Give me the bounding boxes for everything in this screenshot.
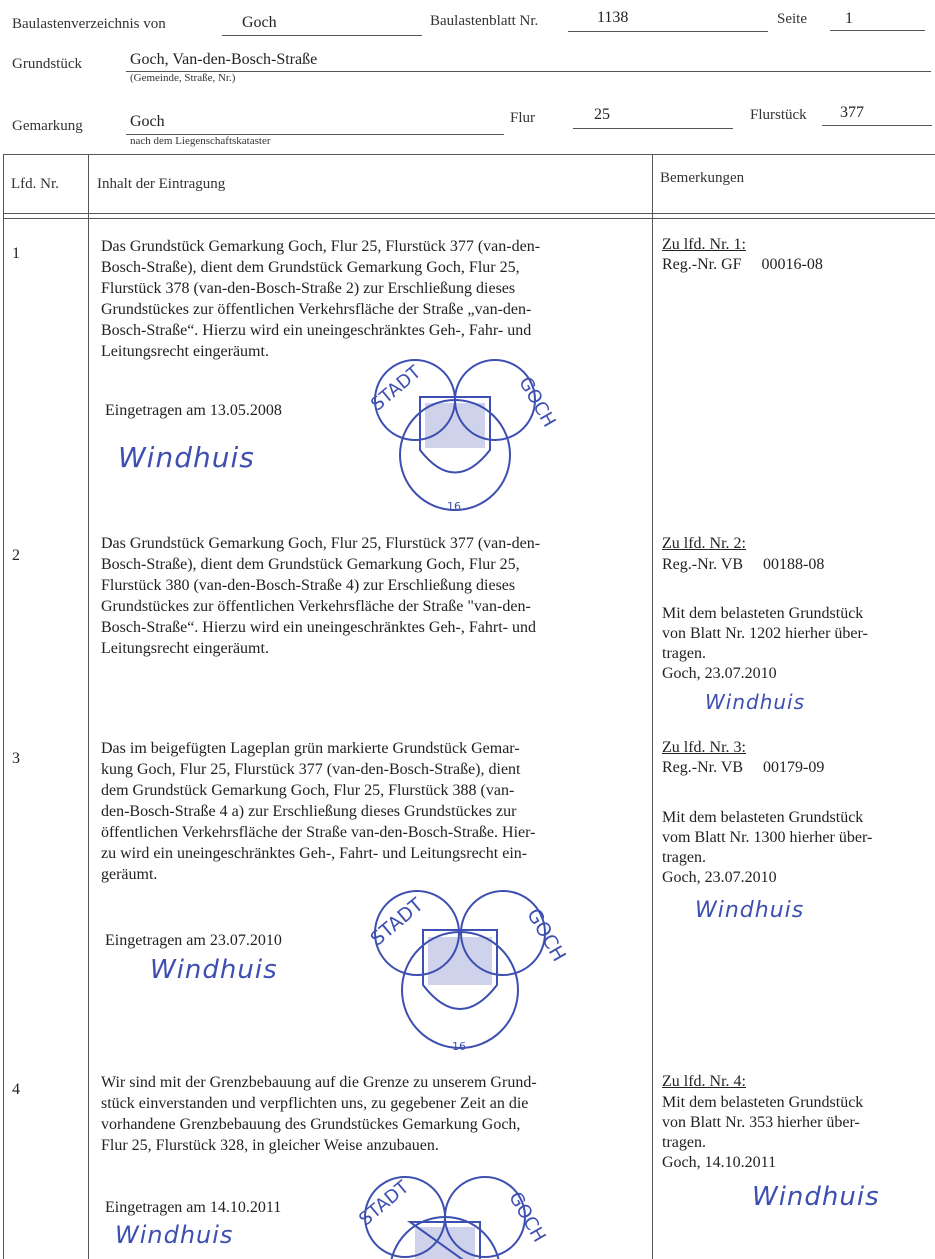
text-line: Das im beigefügten Lageplan grün markierte Grundstück Gemar-: [101, 740, 520, 757]
field-value: 25: [594, 106, 610, 123]
text-line: Bosch-Straße), dient dem Grundstück Gemarkung Goch, Flur 25,: [101, 556, 520, 573]
svg-text:GOCH: GOCH: [522, 904, 570, 966]
remark-line: tragen.: [662, 849, 706, 866]
district-label: Gemarkung: [12, 118, 83, 134]
sheet-value: 1138: [597, 9, 629, 26]
entry-2-remark-reg: Reg.-Nr. VB 00188-08: [662, 556, 825, 573]
city-seal-icon: [355, 885, 570, 1055]
text-line: Leitungsrecht eingeräumt.: [101, 343, 269, 360]
text-line: Leitungsrecht eingeräumt.: [101, 640, 269, 657]
city-seal-icon: [345, 1172, 550, 1259]
entry-4-text: [101, 1072, 656, 1156]
district-value: Goch: [130, 113, 165, 130]
entry-4-nr: 4: [12, 1081, 20, 1098]
plot-label: Grundstück: [12, 56, 82, 72]
text-line: zu wird ein uneingeschränktes Geh-, Fahrt- und Leitungsrecht ein-: [101, 845, 528, 862]
entry-1-nr: 1: [12, 245, 20, 262]
entry-4-signature: Windhuis: [115, 1221, 234, 1249]
text-line: Grundstückes zur öffentlichen Verkehrsfläche der Straße "van-den-: [101, 598, 531, 615]
text-line: kung Goch, Flur 25, Flurstück 377 (van-den-Bosch-Straße), dient: [101, 761, 521, 778]
text-line: Flur 25, Flurstück 328, in gleicher Weise anzubauen.: [101, 1137, 439, 1154]
entry-3-text: [101, 738, 656, 885]
svg-text:STADT: STADT: [355, 1176, 414, 1231]
entry-4-registered: Eingetragen am 14.10.2011: [105, 1199, 282, 1216]
sheet-label: Baulastenblatt Nr.: [430, 13, 539, 29]
entry-1-remark-reg: Reg.-Nr. GF 00016-08: [662, 256, 823, 273]
text-line: Grundstückes zur öffentlichen Verkehrsfläche der Straße „van-den-: [101, 301, 532, 318]
svg-text:16: 16: [452, 1040, 466, 1053]
parcel-label: Flurstück: [750, 107, 807, 123]
entry-1-signature: Windhuis: [118, 441, 255, 474]
entry-4-remark-text: [662, 1093, 932, 1173]
remark-line: Goch, 23.07.2010: [662, 665, 777, 682]
plot-hint: (Gemeinde, Straße, Nr.): [130, 72, 236, 84]
entry-3-remark-ref: Zu lfd. Nr. 3:: [662, 739, 746, 756]
remark-line: tragen.: [662, 1134, 706, 1151]
register-value: Goch: [242, 14, 277, 31]
field-label: Flur: [510, 110, 536, 126]
remark-line: tragen.: [662, 645, 706, 662]
page-label: Seite: [777, 11, 807, 27]
text-line: Bosch-Straße“. Hierzu wird ein uneingeschränktes Geh-, Fahr- und: [101, 322, 532, 339]
entry-2-nr: 2: [12, 547, 20, 564]
svg-text:GOCH: GOCH: [504, 1188, 550, 1246]
city-seal-icon: [355, 355, 560, 515]
remark-line: von Blatt Nr. 1202 hierher über-: [662, 625, 868, 642]
entry-4-remark-signature: Windhuis: [752, 1182, 880, 1212]
text-line: geräumt.: [101, 866, 158, 883]
text-line: Wir sind mit der Grenzbebauung auf die Grenze zu unserem Grund-: [101, 1074, 537, 1091]
text-line: Das Grundstück Gemarkung Goch, Flur 25, Flurstück 377 (van-den-: [101, 238, 541, 255]
entry-2-remark-text: [662, 604, 932, 684]
parcel-value: 377: [840, 104, 864, 121]
text-line: den-Bosch-Straße 4 a) zur Erschließung dieses Grundstückes zur: [101, 803, 517, 820]
svg-text:STADT: STADT: [366, 893, 428, 951]
register-label: Baulastenverzeichnis von: [12, 16, 166, 32]
remark-line: Goch, 23.07.2010: [662, 869, 777, 886]
entry-3-remark-text: [662, 808, 932, 888]
text-line: Bosch-Straße“. Hierzu wird ein uneingeschränktes Geh-, Fahrt- und: [101, 619, 536, 636]
text-line: Flurstück 380 (van-den-Bosch-Straße 4) zur Erschließung dieses: [101, 577, 516, 594]
svg-text:STADT: STADT: [367, 361, 426, 416]
entry-2-text: [101, 533, 656, 659]
text-line: öffentlichen Verkehrsfläche der Straße van-den-Bosch-Straße. Hier-: [101, 824, 536, 841]
entry-3-remark-reg: Reg.-Nr. VB 00179-09: [662, 759, 825, 776]
col-remarks-header: Bemerkungen: [660, 170, 745, 186]
text-line: Das Grundstück Gemarkung Goch, Flur 25, Flurstück 377 (van-den-: [101, 535, 541, 552]
entry-3-registered: Eingetragen am 23.07.2010: [105, 932, 282, 949]
svg-text:GOCH: GOCH: [514, 373, 560, 431]
text-line: vorhandene Grenzbebauung des Grundstückes Gemarkung Goch,: [101, 1116, 521, 1133]
remark-line: Mit dem belasteten Grundstück: [662, 605, 864, 622]
plot-value: Goch, Van-den-Bosch-Straße: [130, 51, 318, 68]
text-line: stück einverstanden und verpflichten uns, zu gegebener Zeit an die: [101, 1095, 529, 1112]
svg-text:16: 16: [447, 500, 461, 513]
entry-3-remark-signature: Windhuis: [695, 898, 805, 923]
remark-line: vom Blatt Nr. 1300 hierher über-: [662, 829, 873, 846]
entry-2-remark-ref: Zu lfd. Nr. 2:: [662, 535, 746, 552]
remark-line: Mit dem belasteten Grundstück: [662, 1094, 864, 1111]
text-line: Flurstück 378 (van-den-Bosch-Straße 2) zur Erschließung dieses: [101, 280, 516, 297]
text-line: Bosch-Straße), dient dem Grundstück Gemarkung Goch, Flur 25,: [101, 259, 520, 276]
entry-3-signature: Windhuis: [150, 955, 278, 985]
entry-2-remark-signature: Windhuis: [705, 690, 806, 714]
entry-1-remark-ref: Zu lfd. Nr. 1:: [662, 236, 746, 253]
entry-1-registered: Eingetragen am 13.05.2008: [105, 402, 282, 419]
entry-1-text: [101, 236, 656, 362]
entry-3-nr: 3: [12, 750, 20, 767]
text-line: dem Grundstück Gemarkung Goch, Flur 25, Flurstück 388 (van-: [101, 782, 515, 799]
col-nr-header: Lfd. Nr.: [11, 176, 59, 192]
remark-line: Mit dem belasteten Grundstück: [662, 809, 864, 826]
remark-line: Goch, 14.10.2011: [662, 1154, 777, 1171]
page-value: 1: [845, 10, 853, 27]
remark-line: von Blatt Nr. 353 hierher über-: [662, 1114, 860, 1131]
district-hint: nach dem Liegenschaftskataster: [130, 135, 271, 147]
col-content-header: Inhalt der Eintragung: [97, 176, 226, 192]
entry-4-remark-ref: Zu lfd. Nr. 4:: [662, 1073, 746, 1090]
